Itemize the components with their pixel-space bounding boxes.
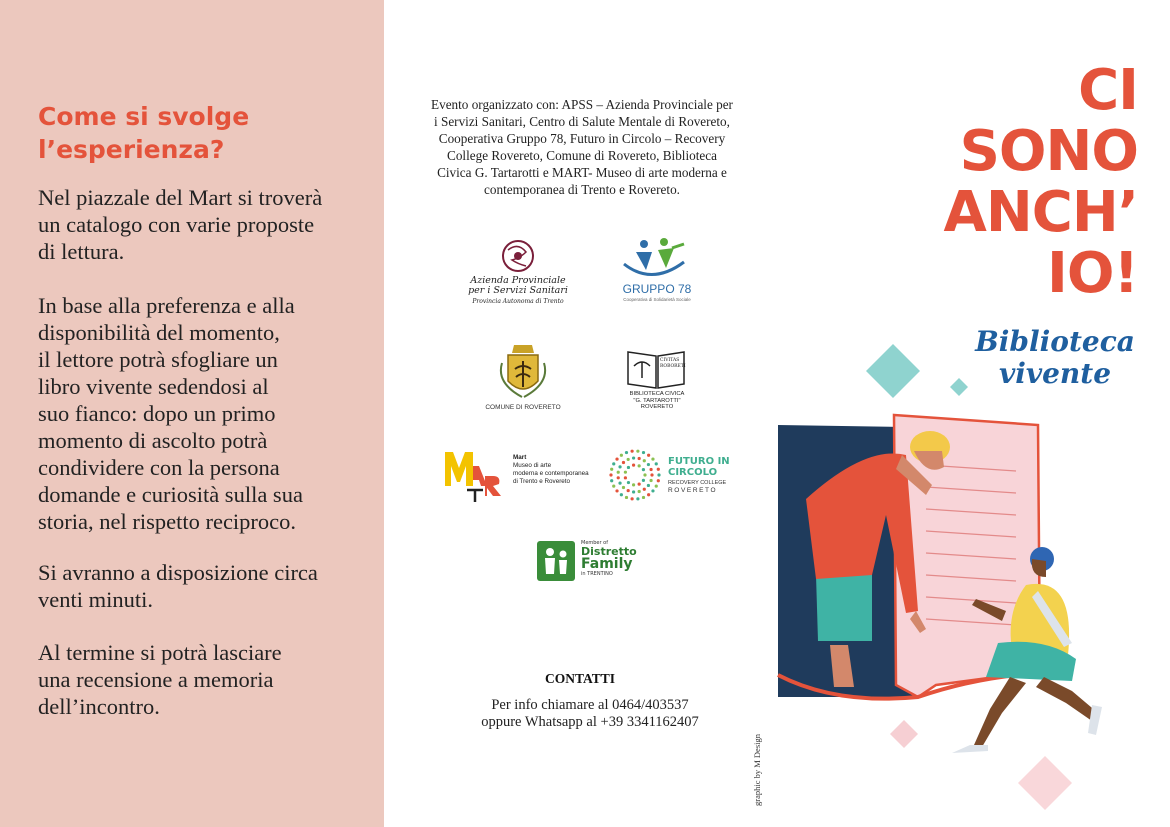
logo-dot (655, 462, 658, 465)
main-title (880, 60, 1138, 304)
logo-dot (651, 489, 654, 492)
logo-dot (651, 457, 654, 460)
logo-dot (627, 466, 630, 469)
title-line: CI (1078, 58, 1138, 123)
logo-dot (642, 496, 645, 499)
logo-dot (638, 482, 641, 485)
logo-dot (610, 468, 613, 471)
logo-text: moderna e contemporanea (513, 470, 589, 477)
logo-dot (624, 476, 627, 479)
logo-dot (638, 457, 641, 460)
runner-leg-front (1036, 677, 1098, 721)
paragraph-catalog (38, 184, 373, 265)
paragraph-reading (38, 292, 373, 535)
section-heading (38, 100, 368, 166)
logo-text: Mart (513, 454, 527, 461)
logo-dot (643, 459, 646, 462)
logo-dot (622, 486, 625, 489)
text-line: College Rovereto, Comune di Rovereto, Biblioteca (447, 148, 717, 163)
phone-line: Per info chiamare al 0464/403537 (491, 697, 689, 713)
title-line: ANCH’ (943, 180, 1138, 245)
logo-dot (657, 468, 660, 471)
logo-dot (622, 461, 625, 464)
mart-logo (443, 448, 593, 504)
text-line: una recensione a memoria (38, 667, 274, 692)
logo-dot (615, 457, 618, 460)
text-line: venti minuti. (38, 587, 153, 612)
text-line: disponibilità del momento, (38, 320, 280, 345)
logo-dot (649, 468, 652, 471)
logo-text: "G. TARTAROTTI" (633, 397, 681, 404)
distretto-family-logo (536, 540, 636, 584)
logo-text: RECOVERY COLLEGE (668, 480, 727, 486)
futuro-in-circolo-logo (608, 448, 728, 504)
living-book-illustration (776, 415, 1116, 775)
logo-text: GRUPPO 78 (622, 282, 692, 296)
contacts-title: CONTATTI (544, 671, 615, 686)
text-line: In base alla preferenza e alla (38, 293, 295, 318)
heading-line-2: l’esperienza? (38, 135, 225, 164)
logo-dot (632, 490, 635, 493)
logo-text: di Trento e Rovereto (513, 478, 571, 485)
logo-dot (649, 479, 652, 482)
design-credit: graphic by M Design (752, 733, 762, 806)
logo-dot (617, 476, 620, 479)
text-line: domande e curiosità sulla sua (38, 482, 303, 507)
logo-dot (609, 473, 612, 476)
biblioteca-tartarotti-logo (618, 348, 696, 416)
logo-text: ROVERETO (640, 404, 674, 410)
coat-of-arms-icon (478, 343, 568, 401)
text-line: Al termine si potrà lasciare (38, 640, 282, 665)
text-line: Evento organizzato con: APSS – Azienda Provinciale per (431, 97, 733, 112)
logo-dot (627, 458, 630, 461)
logo-text: Distretto (581, 545, 637, 558)
logo-dot (647, 463, 650, 466)
logo-dot (642, 479, 645, 482)
family-badge-icon (536, 540, 578, 582)
logo-text: CIRCOLO (668, 467, 718, 478)
teal-diamond-icon (866, 344, 926, 404)
logo-dot (624, 471, 627, 474)
text-line: di lettura. (38, 239, 125, 264)
text-line: contemporanea di Trento e Rovereto. (484, 182, 680, 197)
logo-text: Cooperativa di Solidarietà Sociale (623, 297, 691, 302)
logo-text: Family (581, 556, 633, 572)
apss-emblem-icon (468, 238, 568, 280)
text-line: libro vivente sedendosi al (38, 374, 269, 399)
text-line: un catalogo con varie proposte (38, 212, 315, 237)
logo-text: Azienda Provinciale (470, 275, 566, 286)
text-line: dell’incontro. (38, 694, 160, 719)
dotted-circle-icon (608, 448, 662, 502)
text-line: storia, nel rispetto reciproco. (38, 509, 297, 534)
logo-dot (615, 489, 618, 492)
logo-dot (643, 473, 646, 476)
gruppo78-logo (612, 234, 702, 306)
logo-dot (647, 484, 650, 487)
paragraph-duration (38, 559, 373, 613)
title-line: SONO (959, 119, 1138, 184)
logo-dot (631, 497, 634, 500)
logo-text: per i Servizi Sanitari (468, 285, 568, 296)
logo-text: FUTURO IN (668, 456, 730, 467)
heading-line-1: Come si svolge (38, 102, 250, 131)
logo-dot (647, 493, 650, 496)
logo-dot (636, 450, 639, 453)
open-book-crest-icon (618, 348, 696, 390)
title-line: IO! (1047, 241, 1138, 306)
left-panel (0, 0, 384, 827)
gruppo78-figures-icon (612, 234, 702, 282)
logo-dot (650, 473, 653, 476)
runner-shoe (952, 745, 988, 753)
paragraph-review (38, 639, 373, 720)
subtitle-line: vivente (998, 357, 1112, 390)
logo-dot (657, 479, 660, 482)
subtitle-line: Biblioteca (975, 325, 1135, 358)
logo-dot (617, 471, 620, 474)
text-line: Civica G. Tartarotti e MART- Museo di arte moderna e (437, 165, 727, 180)
logo-text: Member of (581, 540, 608, 546)
apss-logo (468, 238, 568, 308)
text-line: Si avranno a disposizione circa (38, 560, 318, 585)
logo-dot (632, 483, 635, 486)
logo-dot (618, 481, 621, 484)
logo-dot (627, 481, 630, 484)
logo-dot (657, 473, 660, 476)
text-line: i Servizi Sanitari, Centro di Salute Mentale di Rovereto, (434, 114, 730, 129)
logo-text: ROVERETO (668, 487, 718, 494)
logo-dot (612, 462, 615, 465)
runner-leg-back (974, 677, 1026, 747)
text-line: il lettore potrà sfogliare un (38, 347, 278, 372)
logo-dot (625, 496, 628, 499)
logo-text: Museo di arte (513, 462, 552, 469)
logo-dot (636, 497, 639, 500)
logo-dot (620, 493, 623, 496)
text-line: Nel piazzale del Mart si troverà (38, 185, 323, 210)
organizers-text (418, 96, 746, 198)
logo-text: Provincia Autonoma di Trento (472, 298, 564, 305)
logo-dot (642, 468, 645, 471)
logo-dot (643, 488, 646, 491)
mart-mark-icon (443, 448, 503, 504)
logo-dot (610, 479, 613, 482)
logo-dot (632, 456, 635, 459)
logo-dot (638, 490, 641, 493)
text-line: momento di ascolto potrà (38, 428, 268, 453)
crest-inscription: CIVITAS ROBORETI (660, 358, 686, 369)
logo-dot (612, 485, 615, 488)
logo-dot (618, 465, 621, 468)
logo-dot (632, 464, 635, 467)
logo-dot (627, 489, 630, 492)
logo-dot (625, 451, 628, 454)
figure-skirt (816, 573, 872, 641)
subtitle (960, 326, 1150, 390)
logo-dot (631, 450, 634, 453)
contacts-info (430, 697, 750, 731)
small-teal-diamond-icon (950, 378, 970, 398)
logo-dot (647, 454, 650, 457)
logo-dot (642, 451, 645, 454)
whatsapp-line: oppure Whatsapp al +39 3341162407 (481, 714, 699, 730)
text-line: suo fianco: dopo un primo (38, 401, 276, 426)
logo-text: in TRENTINO (581, 571, 613, 577)
logo-dot (638, 464, 641, 467)
comune-rovereto-logo (478, 343, 568, 415)
text-line: condividere con la persona (38, 455, 280, 480)
logo-dot (620, 454, 623, 457)
logo-text: COMUNE DI ROVERETO (485, 404, 561, 411)
logo-dot (655, 485, 658, 488)
text-line: Cooperativa Gruppo 78, Futuro in Circolo – Recovery (438, 131, 726, 146)
logo-text: BIBLIOTECA CIVICA (629, 391, 685, 397)
